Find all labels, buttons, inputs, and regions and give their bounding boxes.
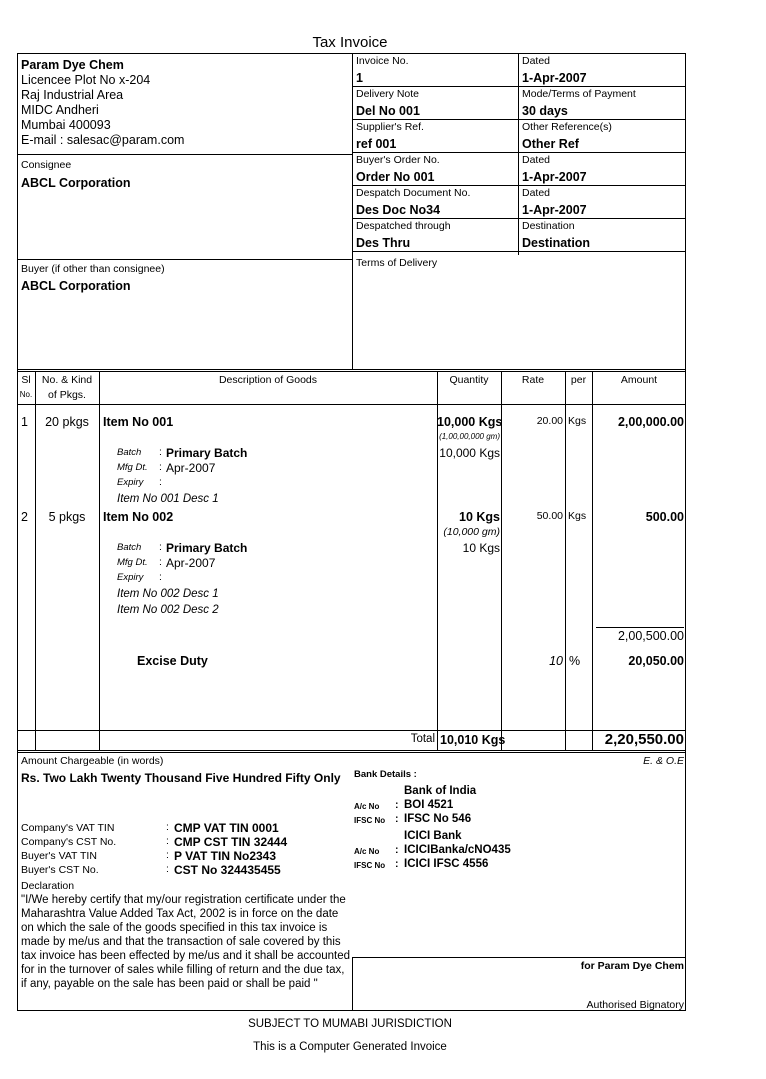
field-value: Des Doc No34 bbox=[356, 203, 441, 217]
consignee-name: ABCL Corporation bbox=[21, 176, 131, 190]
buyer-label: Buyer (if other than consignee) bbox=[21, 263, 165, 275]
item-name: Item No 001 bbox=[103, 415, 174, 429]
field-label: Despatched through bbox=[356, 220, 451, 232]
item-amount: 500.00 bbox=[645, 510, 684, 524]
field-value: 1-Apr-2007 bbox=[522, 170, 587, 184]
jurisdiction-note: SUBJECT TO MUMABI JURISDICTION bbox=[248, 1018, 452, 1030]
declaration-label: Declaration bbox=[21, 880, 75, 892]
seller-line: Mumbai 400093 bbox=[21, 118, 111, 132]
field-value: Order No 001 bbox=[356, 170, 435, 184]
item-name: Item No 002 bbox=[103, 510, 174, 524]
ifsc-value: ICICI IFSC 4556 bbox=[404, 858, 489, 870]
header-pkgs-2: of Pkgs. bbox=[48, 389, 86, 401]
item-sl: 2 bbox=[21, 510, 28, 524]
total-amount: 2,20,550.00 bbox=[604, 731, 684, 748]
expiry-label: Expiry bbox=[117, 477, 144, 488]
field-value: Other Ref bbox=[522, 137, 579, 151]
field-label: Dated bbox=[522, 154, 551, 166]
excise-amount: 20,050.00 bbox=[628, 654, 684, 668]
ac-label: A/c No bbox=[354, 802, 380, 811]
field-label: Buyer's Order No. bbox=[356, 154, 440, 166]
field-label: Supplier's Ref. bbox=[356, 121, 424, 133]
amount-words-label: Amount Chargeable (in words) bbox=[21, 755, 164, 767]
tax-id-label: Buyer's CST No. bbox=[21, 864, 99, 876]
mfg-label: Mfg Dt. bbox=[117, 462, 148, 473]
field-label: Mode/Terms of Payment bbox=[522, 88, 636, 100]
declaration-text: "I/We hereby certify that my/our registration certificate under the Maharashtra Value Added Tax Act, 2002 is in force on the date on which the sale of the goods specified in this tax invoice is made by me/us and that the transaction of sale covered by this tax invoice has been effected by me/us and it shall be accounted for in the turnover of sales while filling of return and the due tax, if any, payable on the sale has been paid or shall be paid " bbox=[21, 894, 351, 990]
ac-value: ICICIBanka/cNO435 bbox=[404, 844, 511, 856]
batch-label: Batch bbox=[117, 447, 142, 458]
bank-details-label: Bank Details : bbox=[354, 769, 417, 780]
amount-words-value: Rs. Two Lakh Twenty Thousand Five Hundred Fifty Only bbox=[21, 771, 341, 785]
item-pkgs: 20 pkgs bbox=[45, 415, 89, 429]
mfg-value: Apr-2007 bbox=[166, 556, 216, 570]
seller-line: Raj Industrial Area bbox=[21, 88, 124, 102]
eoe: E. & O.E bbox=[643, 755, 684, 767]
field-value: 1-Apr-2007 bbox=[522, 203, 587, 217]
subtotal-amount: 2,00,500.00 bbox=[617, 629, 684, 643]
item-rate: 50.00 bbox=[536, 510, 563, 522]
page-title: Tax Invoice bbox=[312, 34, 388, 51]
mfg-label: Mfg Dt. bbox=[117, 557, 148, 568]
seller-line: MIDC Andheri bbox=[21, 103, 99, 117]
ifsc-label: IFSC No bbox=[354, 816, 386, 825]
seller-email: E-mail : salesac@param.com bbox=[21, 133, 185, 147]
excise-per: % bbox=[569, 654, 581, 668]
expiry-label: Expiry bbox=[117, 572, 144, 583]
signature-label: Authorised Bignatory bbox=[586, 999, 684, 1011]
seller-line: Licencee Plot No x-204 bbox=[21, 73, 151, 87]
header-per: per bbox=[570, 374, 587, 386]
field-label: Other Reference(s) bbox=[522, 121, 612, 133]
ifsc-label: IFSC No bbox=[354, 861, 386, 870]
batch-label: Batch bbox=[117, 542, 142, 553]
batch-value: Primary Batch bbox=[166, 541, 248, 555]
terms-of-delivery-label: Terms of Delivery bbox=[356, 257, 438, 269]
header-sl-no: No. bbox=[19, 390, 33, 399]
header-quantity: Quantity bbox=[449, 374, 489, 386]
item-per: Kgs bbox=[568, 415, 587, 427]
tax-id-value: CMP CST TIN 32444 bbox=[174, 835, 288, 849]
ac-label: A/c No bbox=[354, 847, 380, 856]
seller-name: Param Dye Chem bbox=[21, 58, 124, 72]
tax-id-label: Buyer's VAT TIN bbox=[21, 850, 97, 862]
item-quantity-alt: (1,00,00,000 gm) bbox=[439, 432, 500, 441]
total-label: Total bbox=[410, 733, 435, 745]
signature-for: for Param Dye Chem bbox=[580, 960, 684, 972]
item-pkgs: 5 pkgs bbox=[48, 510, 86, 524]
item-quantity: 10,000 Kgs bbox=[437, 415, 503, 429]
item-desc: Item No 002 Desc 1 bbox=[117, 588, 219, 600]
batch-quantity: 10 Kgs bbox=[462, 541, 500, 555]
item-desc: Item No 002 Desc 2 bbox=[117, 604, 219, 616]
excise-rate: 10 bbox=[549, 654, 563, 668]
batch-quantity: 10,000 Kgs bbox=[439, 446, 500, 460]
field-value: Des Thru bbox=[356, 236, 411, 250]
ifsc-value: IFSC No 546 bbox=[404, 813, 472, 825]
header-pkgs: No. & Kind bbox=[41, 374, 93, 386]
field-value: ref 001 bbox=[356, 137, 397, 151]
header-description: Description of Goods bbox=[218, 374, 318, 386]
field-value: 30 days bbox=[522, 104, 568, 118]
tax-id-label: Company's VAT TIN bbox=[21, 822, 115, 834]
ac-value: BOI 4521 bbox=[404, 799, 454, 811]
field-value: Del No 001 bbox=[356, 104, 420, 118]
item-quantity: 10 Kgs bbox=[459, 510, 500, 524]
field-label: Dated bbox=[522, 187, 551, 199]
field-label: Destination bbox=[522, 220, 575, 232]
tax-id-label: Company's CST No. bbox=[21, 836, 117, 848]
computer-generated-note: This is a Computer Generated Invoice bbox=[253, 1041, 447, 1053]
header-sl: Sl bbox=[21, 374, 31, 386]
bank-name: Bank of India bbox=[404, 785, 477, 797]
tax-id-value: CMP VAT TIN 0001 bbox=[174, 821, 279, 835]
field-label: Delivery Note bbox=[356, 88, 420, 100]
total-quantity: 10,010 Kgs bbox=[440, 733, 506, 747]
field-value: Destination bbox=[522, 236, 591, 250]
item-per: Kgs bbox=[568, 510, 587, 522]
consignee-label: Consignee bbox=[21, 159, 72, 171]
field-value: 1 bbox=[356, 71, 363, 85]
batch-value: Primary Batch bbox=[166, 446, 248, 460]
item-desc: Item No 001 Desc 1 bbox=[117, 493, 219, 505]
header-rate: Rate bbox=[521, 374, 545, 386]
field-value: 1-Apr-2007 bbox=[522, 71, 587, 85]
tax-id-value: P VAT TIN No2343 bbox=[174, 849, 277, 863]
field-label: Invoice No. bbox=[356, 55, 409, 67]
field-label: Despatch Document No. bbox=[356, 187, 471, 199]
tax-id-value: CST No 324435455 bbox=[174, 863, 281, 877]
header-amount: Amount bbox=[620, 374, 658, 386]
mfg-value: Apr-2007 bbox=[166, 461, 216, 475]
buyer-name: ABCL Corporation bbox=[21, 279, 131, 293]
item-quantity-alt: (10,000 gm) bbox=[443, 526, 500, 538]
excise-label: Excise Duty bbox=[137, 654, 208, 668]
field-label: Dated bbox=[522, 55, 551, 67]
item-rate: 20.00 bbox=[536, 415, 563, 427]
item-sl: 1 bbox=[21, 415, 28, 429]
bank-name: ICICI Bank bbox=[404, 830, 462, 842]
item-amount: 2,00,000.00 bbox=[617, 415, 684, 429]
